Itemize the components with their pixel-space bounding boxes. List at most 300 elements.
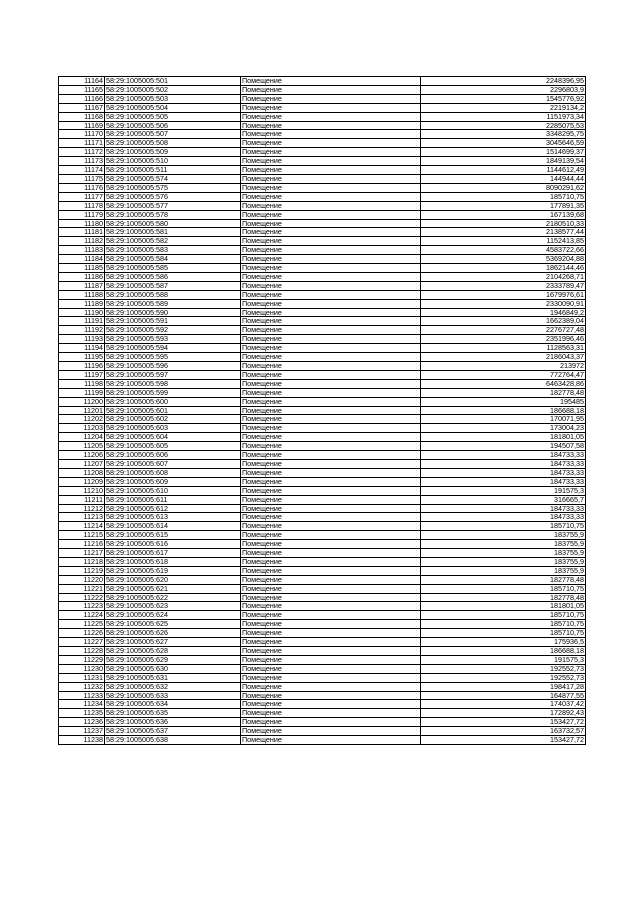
value-cell: 184733,33 xyxy=(421,504,586,513)
row-number-cell: 11181 xyxy=(59,228,105,237)
row-number-cell: 11204 xyxy=(59,433,105,442)
object-type-cell: Помещение xyxy=(241,647,421,656)
cadastral-number-cell: 58:29:1005005:621 xyxy=(105,584,241,593)
cadastral-number-cell: 58:29:1005005:592 xyxy=(105,326,241,335)
row-number-cell: 11193 xyxy=(59,335,105,344)
value-cell: 2276727,48 xyxy=(421,326,586,335)
value-cell: 182778,48 xyxy=(421,593,586,602)
cadastral-number-cell: 58:29:1005005:506 xyxy=(105,121,241,130)
table-row xyxy=(59,424,586,433)
object-type-cell: Помещение xyxy=(241,174,421,183)
cadastral-number-cell: 58:29:1005005:580 xyxy=(105,219,241,228)
object-type-cell: Помещение xyxy=(241,513,421,522)
object-type-cell: Помещение xyxy=(241,112,421,121)
cadastral-number-cell: 58:29:1005005:607 xyxy=(105,459,241,468)
object-type-cell: Помещение xyxy=(241,673,421,682)
value-cell: 2351996,46 xyxy=(421,335,586,344)
object-type-cell: Помещение xyxy=(241,299,421,308)
row-number-cell: 11188 xyxy=(59,290,105,299)
table-row xyxy=(59,433,586,442)
cadastral-number-cell: 58:29:1005005:595 xyxy=(105,353,241,362)
cadastral-table xyxy=(58,76,586,745)
row-number-cell: 11168 xyxy=(59,112,105,121)
value-cell: 195485 xyxy=(421,397,586,406)
table-row xyxy=(59,468,586,477)
table-row xyxy=(59,139,586,148)
cadastral-number-cell: 58:29:1005005:632 xyxy=(105,682,241,691)
object-type-cell: Помещение xyxy=(241,700,421,709)
object-type-cell: Помещение xyxy=(241,459,421,468)
row-number-cell: 11165 xyxy=(59,85,105,94)
row-number-cell: 11186 xyxy=(59,272,105,281)
row-number-cell: 11180 xyxy=(59,219,105,228)
table-row xyxy=(59,673,586,682)
value-cell: 181801,05 xyxy=(421,433,586,442)
row-number-cell: 11175 xyxy=(59,174,105,183)
cadastral-number-cell: 58:29:1005005:581 xyxy=(105,228,241,237)
row-number-cell: 11189 xyxy=(59,299,105,308)
table-row xyxy=(59,540,586,549)
value-cell: 1946849,2 xyxy=(421,308,586,317)
table-row xyxy=(59,531,586,540)
cadastral-number-cell: 58:29:1005005:593 xyxy=(105,335,241,344)
row-number-cell: 11233 xyxy=(59,691,105,700)
table-row xyxy=(59,584,586,593)
row-number-cell: 11238 xyxy=(59,736,105,745)
object-type-cell: Помещение xyxy=(241,566,421,575)
cadastral-number-cell: 58:29:1005005:610 xyxy=(105,486,241,495)
cadastral-number-cell: 58:29:1005005:507 xyxy=(105,130,241,139)
object-type-cell: Помещение xyxy=(241,406,421,415)
cadastral-number-cell: 58:29:1005005:596 xyxy=(105,362,241,371)
object-type-cell: Помещение xyxy=(241,246,421,255)
value-cell: 1862144,46 xyxy=(421,264,586,273)
cadastral-number-cell: 58:29:1005005:503 xyxy=(105,94,241,103)
object-type-cell: Помещение xyxy=(241,727,421,736)
cadastral-number-cell: 58:29:1005005:602 xyxy=(105,415,241,424)
cadastral-number-cell: 58:29:1005005:576 xyxy=(105,192,241,201)
value-cell: 2330090,91 xyxy=(421,299,586,308)
cadastral-number-cell: 58:29:1005005:603 xyxy=(105,424,241,433)
row-number-cell: 11218 xyxy=(59,557,105,566)
cadastral-number-cell: 58:29:1005005:631 xyxy=(105,673,241,682)
value-cell: 192552,73 xyxy=(421,664,586,673)
row-number-cell: 11227 xyxy=(59,638,105,647)
row-number-cell: 11215 xyxy=(59,531,105,540)
table-row xyxy=(59,655,586,664)
value-cell: 172892,43 xyxy=(421,709,586,718)
table-row xyxy=(59,317,586,326)
value-cell: 170071,95 xyxy=(421,415,586,424)
value-cell: 1545776,92 xyxy=(421,94,586,103)
object-type-cell: Помещение xyxy=(241,85,421,94)
table-row xyxy=(59,210,586,219)
row-number-cell: 11206 xyxy=(59,451,105,460)
row-number-cell: 11225 xyxy=(59,620,105,629)
object-type-cell: Помещение xyxy=(241,593,421,602)
object-type-cell: Помещение xyxy=(241,388,421,397)
table-row xyxy=(59,121,586,130)
object-type-cell: Помещение xyxy=(241,94,421,103)
value-cell: 153427,72 xyxy=(421,718,586,727)
row-number-cell: 11171 xyxy=(59,139,105,148)
object-type-cell: Помещение xyxy=(241,344,421,353)
table-row xyxy=(59,709,586,718)
row-number-cell: 11178 xyxy=(59,201,105,210)
row-number-cell: 11185 xyxy=(59,264,105,273)
object-type-cell: Помещение xyxy=(241,210,421,219)
object-type-cell: Помещение xyxy=(241,166,421,175)
value-cell: 175936,5 xyxy=(421,638,586,647)
table-row xyxy=(59,504,586,513)
table-row xyxy=(59,388,586,397)
table-row xyxy=(59,549,586,558)
table-row xyxy=(59,219,586,228)
row-number-cell: 11167 xyxy=(59,103,105,112)
object-type-cell: Помещение xyxy=(241,442,421,451)
value-cell: 186688,18 xyxy=(421,647,586,656)
table-row xyxy=(59,299,586,308)
object-type-cell: Помещение xyxy=(241,264,421,273)
value-cell: 191575,3 xyxy=(421,655,586,664)
value-cell: 2285075,53 xyxy=(421,121,586,130)
object-type-cell: Помещение xyxy=(241,718,421,727)
table-row xyxy=(59,174,586,183)
cadastral-number-cell: 58:29:1005005:635 xyxy=(105,709,241,718)
object-type-cell: Помещение xyxy=(241,664,421,673)
value-cell: 177891,35 xyxy=(421,201,586,210)
cadastral-number-cell: 58:29:1005005:612 xyxy=(105,504,241,513)
row-number-cell: 11187 xyxy=(59,281,105,290)
table-body xyxy=(59,77,586,745)
cadastral-number-cell: 58:29:1005005:605 xyxy=(105,442,241,451)
table-row xyxy=(59,513,586,522)
object-type-cell: Помещение xyxy=(241,451,421,460)
value-cell: 185710,75 xyxy=(421,522,586,531)
value-cell: 3348295,75 xyxy=(421,130,586,139)
row-number-cell: 11202 xyxy=(59,415,105,424)
cadastral-number-cell: 58:29:1005005:502 xyxy=(105,85,241,94)
object-type-cell: Помещение xyxy=(241,504,421,513)
table-row xyxy=(59,522,586,531)
cadastral-number-cell: 58:29:1005005:634 xyxy=(105,700,241,709)
cadastral-number-cell: 58:29:1005005:600 xyxy=(105,397,241,406)
table-row xyxy=(59,575,586,584)
value-cell: 2138577,44 xyxy=(421,228,586,237)
cadastral-number-cell: 58:29:1005005:614 xyxy=(105,522,241,531)
value-cell: 144944,44 xyxy=(421,174,586,183)
table-row xyxy=(59,94,586,103)
object-type-cell: Помещение xyxy=(241,103,421,112)
cadastral-number-cell: 58:29:1005005:508 xyxy=(105,139,241,148)
value-cell: 6463428,86 xyxy=(421,379,586,388)
table-row xyxy=(59,477,586,486)
object-type-cell: Помещение xyxy=(241,237,421,246)
object-type-cell: Помещение xyxy=(241,201,421,210)
object-type-cell: Помещение xyxy=(241,629,421,638)
row-number-cell: 11234 xyxy=(59,700,105,709)
cadastral-number-cell: 58:29:1005005:582 xyxy=(105,237,241,246)
value-cell: 192552,73 xyxy=(421,673,586,682)
table-row xyxy=(59,103,586,112)
value-cell: 2248396,95 xyxy=(421,77,586,86)
table-row xyxy=(59,201,586,210)
value-cell: 184733,33 xyxy=(421,477,586,486)
table-row xyxy=(59,593,586,602)
document-page xyxy=(58,76,585,745)
object-type-cell: Помещение xyxy=(241,130,421,139)
object-type-cell: Помещение xyxy=(241,522,421,531)
value-cell: 167139,68 xyxy=(421,210,586,219)
value-cell: 8090291,62 xyxy=(421,183,586,192)
cadastral-number-cell: 58:29:1005005:628 xyxy=(105,647,241,656)
object-type-cell: Помещение xyxy=(241,620,421,629)
table-row xyxy=(59,192,586,201)
table-row xyxy=(59,379,586,388)
table-row xyxy=(59,281,586,290)
table-row xyxy=(59,272,586,281)
row-number-cell: 11230 xyxy=(59,664,105,673)
row-number-cell: 11201 xyxy=(59,406,105,415)
table-row xyxy=(59,682,586,691)
cadastral-number-cell: 58:29:1005005:574 xyxy=(105,174,241,183)
row-number-cell: 11183 xyxy=(59,246,105,255)
table-row xyxy=(59,486,586,495)
table-row xyxy=(59,166,586,175)
table-row xyxy=(59,638,586,647)
cadastral-number-cell: 58:29:1005005:584 xyxy=(105,255,241,264)
row-number-cell: 11169 xyxy=(59,121,105,130)
table-row xyxy=(59,77,586,86)
value-cell: 153427,72 xyxy=(421,736,586,745)
value-cell: 4583722,66 xyxy=(421,246,586,255)
value-cell: 183755,9 xyxy=(421,557,586,566)
cadastral-number-cell: 58:29:1005005:637 xyxy=(105,727,241,736)
table-row xyxy=(59,130,586,139)
cadastral-number-cell: 58:29:1005005:606 xyxy=(105,451,241,460)
table-row xyxy=(59,557,586,566)
row-number-cell: 11190 xyxy=(59,308,105,317)
value-cell: 3045646,59 xyxy=(421,139,586,148)
object-type-cell: Помещение xyxy=(241,433,421,442)
object-type-cell: Помещение xyxy=(241,424,421,433)
row-number-cell: 11213 xyxy=(59,513,105,522)
value-cell: 5369204,88 xyxy=(421,255,586,264)
cadastral-number-cell: 58:29:1005005:501 xyxy=(105,77,241,86)
row-number-cell: 11166 xyxy=(59,94,105,103)
object-type-cell: Помещение xyxy=(241,281,421,290)
table-row xyxy=(59,495,586,504)
cadastral-number-cell: 58:29:1005005:618 xyxy=(105,557,241,566)
cadastral-number-cell: 58:29:1005005:638 xyxy=(105,736,241,745)
cadastral-number-cell: 58:29:1005005:633 xyxy=(105,691,241,700)
row-number-cell: 11208 xyxy=(59,468,105,477)
table-row xyxy=(59,736,586,745)
table-row xyxy=(59,344,586,353)
object-type-cell: Помещение xyxy=(241,415,421,424)
row-number-cell: 11179 xyxy=(59,210,105,219)
row-number-cell: 11197 xyxy=(59,370,105,379)
value-cell: 183755,9 xyxy=(421,531,586,540)
object-type-cell: Помещение xyxy=(241,682,421,691)
cadastral-number-cell: 58:29:1005005:626 xyxy=(105,629,241,638)
value-cell: 184733,33 xyxy=(421,459,586,468)
row-number-cell: 11176 xyxy=(59,183,105,192)
cadastral-number-cell: 58:29:1005005:585 xyxy=(105,264,241,273)
value-cell: 184733,33 xyxy=(421,513,586,522)
table-row xyxy=(59,451,586,460)
object-type-cell: Помещение xyxy=(241,557,421,566)
value-cell: 198417,28 xyxy=(421,682,586,691)
value-cell: 186688,18 xyxy=(421,406,586,415)
object-type-cell: Помещение xyxy=(241,370,421,379)
row-number-cell: 11219 xyxy=(59,566,105,575)
cadastral-number-cell: 58:29:1005005:591 xyxy=(105,317,241,326)
object-type-cell: Помещение xyxy=(241,353,421,362)
cadastral-number-cell: 58:29:1005005:604 xyxy=(105,433,241,442)
object-type-cell: Помещение xyxy=(241,255,421,264)
cadastral-number-cell: 58:29:1005005:598 xyxy=(105,379,241,388)
table-row xyxy=(59,183,586,192)
table-row xyxy=(59,362,586,371)
table-row xyxy=(59,415,586,424)
table-row xyxy=(59,290,586,299)
table-row xyxy=(59,85,586,94)
row-number-cell: 11214 xyxy=(59,522,105,531)
table-row xyxy=(59,326,586,335)
object-type-cell: Помещение xyxy=(241,736,421,745)
object-type-cell: Помещение xyxy=(241,709,421,718)
row-number-cell: 11174 xyxy=(59,166,105,175)
cadastral-number-cell: 58:29:1005005:636 xyxy=(105,718,241,727)
value-cell: 185710,75 xyxy=(421,620,586,629)
row-number-cell: 11229 xyxy=(59,655,105,664)
cadastral-number-cell: 58:29:1005005:511 xyxy=(105,166,241,175)
object-type-cell: Помещение xyxy=(241,611,421,620)
row-number-cell: 11235 xyxy=(59,709,105,718)
row-number-cell: 11231 xyxy=(59,673,105,682)
table-row xyxy=(59,370,586,379)
object-type-cell: Помещение xyxy=(241,362,421,371)
value-cell: 1662389,04 xyxy=(421,317,586,326)
table-row xyxy=(59,335,586,344)
value-cell: 2186043,37 xyxy=(421,353,586,362)
row-number-cell: 11184 xyxy=(59,255,105,264)
cadastral-number-cell: 58:29:1005005:609 xyxy=(105,477,241,486)
value-cell: 183755,9 xyxy=(421,549,586,558)
cadastral-number-cell: 58:29:1005005:625 xyxy=(105,620,241,629)
table-row xyxy=(59,237,586,246)
object-type-cell: Помещение xyxy=(241,638,421,647)
cadastral-number-cell: 58:29:1005005:588 xyxy=(105,290,241,299)
object-type-cell: Помещение xyxy=(241,77,421,86)
cadastral-number-cell: 58:29:1005005:583 xyxy=(105,246,241,255)
table-row xyxy=(59,700,586,709)
object-type-cell: Помещение xyxy=(241,290,421,299)
cadastral-number-cell: 58:29:1005005:589 xyxy=(105,299,241,308)
value-cell: 2180510,33 xyxy=(421,219,586,228)
value-cell: 2104268,71 xyxy=(421,272,586,281)
row-number-cell: 11224 xyxy=(59,611,105,620)
cadastral-number-cell: 58:29:1005005:587 xyxy=(105,281,241,290)
value-cell: 181801,05 xyxy=(421,602,586,611)
cadastral-number-cell: 58:29:1005005:613 xyxy=(105,513,241,522)
row-number-cell: 11222 xyxy=(59,593,105,602)
value-cell: 213972 xyxy=(421,362,586,371)
value-cell: 1144612,49 xyxy=(421,166,586,175)
value-cell: 194507,58 xyxy=(421,442,586,451)
table-row xyxy=(59,157,586,166)
value-cell: 1152413,85 xyxy=(421,237,586,246)
row-number-cell: 11195 xyxy=(59,353,105,362)
table-row xyxy=(59,727,586,736)
row-number-cell: 11217 xyxy=(59,549,105,558)
value-cell: 185710,75 xyxy=(421,611,586,620)
row-number-cell: 11192 xyxy=(59,326,105,335)
cadastral-number-cell: 58:29:1005005:577 xyxy=(105,201,241,210)
table-row xyxy=(59,406,586,415)
value-cell: 191575,3 xyxy=(421,486,586,495)
object-type-cell: Помещение xyxy=(241,531,421,540)
table-row xyxy=(59,353,586,362)
object-type-cell: Помещение xyxy=(241,468,421,477)
value-cell: 164877,55 xyxy=(421,691,586,700)
row-number-cell: 11182 xyxy=(59,237,105,246)
cadastral-number-cell: 58:29:1005005:616 xyxy=(105,540,241,549)
table-row xyxy=(59,255,586,264)
cadastral-number-cell: 58:29:1005005:617 xyxy=(105,549,241,558)
value-cell: 1679976,61 xyxy=(421,290,586,299)
object-type-cell: Помещение xyxy=(241,148,421,157)
value-cell: 174037,42 xyxy=(421,700,586,709)
cadastral-number-cell: 58:29:1005005:611 xyxy=(105,495,241,504)
row-number-cell: 11199 xyxy=(59,388,105,397)
object-type-cell: Помещение xyxy=(241,219,421,228)
row-number-cell: 11232 xyxy=(59,682,105,691)
value-cell: 2219134,2 xyxy=(421,103,586,112)
cadastral-number-cell: 58:29:1005005:594 xyxy=(105,344,241,353)
value-cell: 316665,7 xyxy=(421,495,586,504)
value-cell: 772764,47 xyxy=(421,370,586,379)
object-type-cell: Помещение xyxy=(241,602,421,611)
cadastral-number-cell: 58:29:1005005:624 xyxy=(105,611,241,620)
object-type-cell: Помещение xyxy=(241,575,421,584)
object-type-cell: Помещение xyxy=(241,584,421,593)
object-type-cell: Помещение xyxy=(241,192,421,201)
object-type-cell: Помещение xyxy=(241,183,421,192)
table-row xyxy=(59,602,586,611)
row-number-cell: 11198 xyxy=(59,379,105,388)
value-cell: 1849139,54 xyxy=(421,157,586,166)
row-number-cell: 11221 xyxy=(59,584,105,593)
row-number-cell: 11210 xyxy=(59,486,105,495)
object-type-cell: Помещение xyxy=(241,691,421,700)
cadastral-number-cell: 58:29:1005005:597 xyxy=(105,370,241,379)
row-number-cell: 11226 xyxy=(59,629,105,638)
object-type-cell: Помещение xyxy=(241,477,421,486)
cadastral-number-cell: 58:29:1005005:505 xyxy=(105,112,241,121)
row-number-cell: 11164 xyxy=(59,77,105,86)
value-cell: 184733,33 xyxy=(421,451,586,460)
row-number-cell: 11212 xyxy=(59,504,105,513)
table-row xyxy=(59,611,586,620)
object-type-cell: Помещение xyxy=(241,379,421,388)
table-row xyxy=(59,629,586,638)
object-type-cell: Помещение xyxy=(241,157,421,166)
value-cell: 182778,48 xyxy=(421,388,586,397)
object-type-cell: Помещение xyxy=(241,335,421,344)
value-cell: 1151973,34 xyxy=(421,112,586,121)
